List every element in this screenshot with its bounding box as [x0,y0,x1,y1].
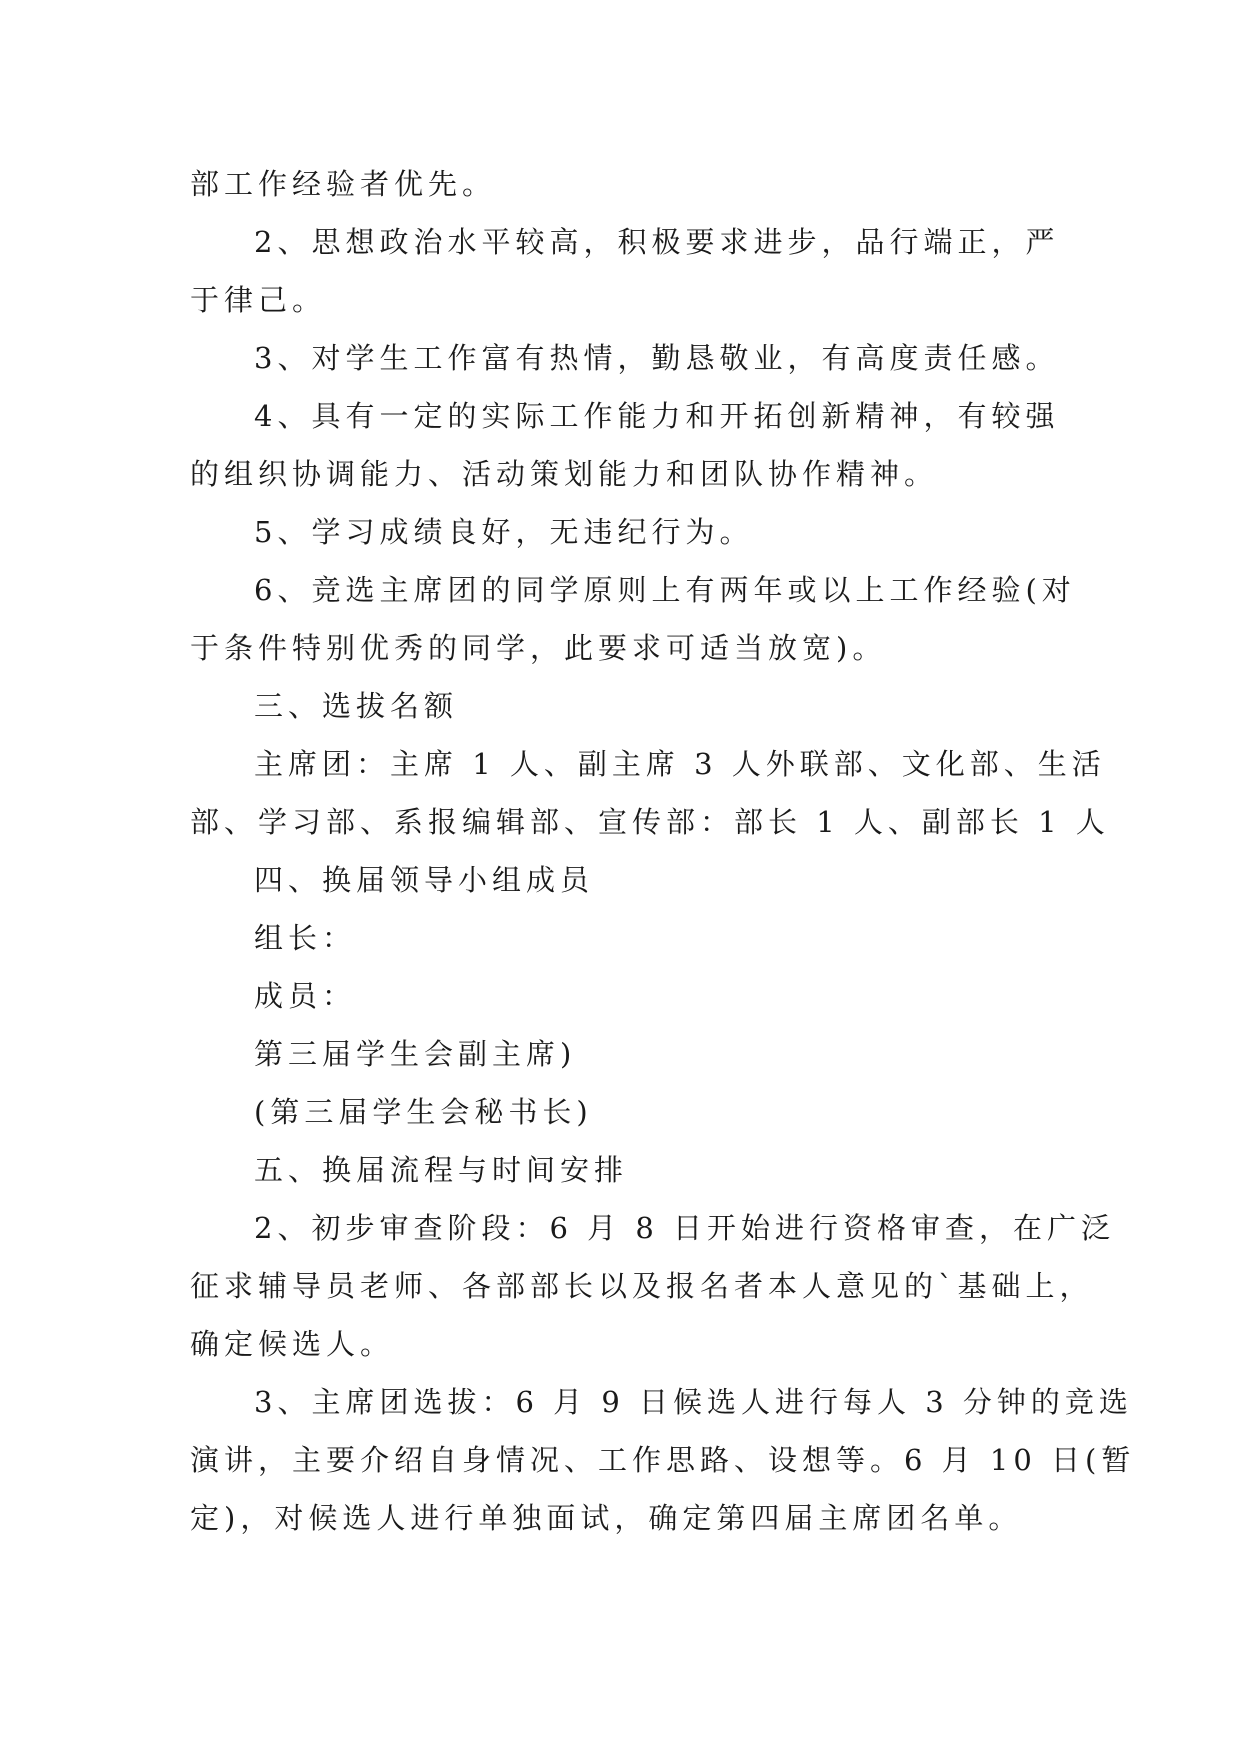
text-line: 成员： [254,979,357,1013]
text-line: 6、竞选主席团的同学原则上有两年或以上工作经验(对 [254,573,1076,607]
text-line: 2、初步审查阶段：6 月 8 日开始进行资格审查，在广泛 [254,1211,1116,1245]
text-line: (第三届学生会秘书长) [254,1095,593,1129]
text-line: 部、学习部、系报编辑部、宣传部：部长 1 人、副部长 1 人 [190,805,1110,839]
text-line: 的组织协调能力、活动策划能力和团队协作精神。 [190,457,939,491]
text-line: 3、主席团选拔：6 月 9 日候选人进行每人 3 分钟的竞选 [254,1385,1133,1419]
text-line: 2、思想政治水平较高，积极要求进步，品行端正，严 [254,225,1060,259]
text-line: 组长： [254,921,357,955]
text-line: 定)，对候选人进行单独面试，确定第四届主席团名单。 [190,1501,1023,1535]
text-line: 演讲，主要介绍自身情况、工作思路、设想等。6 月 10 日(暂 [190,1443,1136,1477]
section-heading: 四、换届领导小组成员 [254,863,595,897]
text-line: 部工作经验者优先。 [190,167,497,201]
text-line: 于条件特别优秀的同学，此要求可适当放宽)。 [190,631,887,665]
text-line: 3、对学生工作富有热情，勤恳敬业，有高度责任感。 [254,341,1060,375]
text-line: 于律己。 [190,283,327,317]
text-line: 征求辅导员老师、各部部长以及报名者本人意见的`基础上， [190,1269,1094,1303]
text-line: 4、具有一定的实际工作能力和开拓创新精神，有较强 [254,399,1060,433]
section-heading: 三、选拔名额 [254,689,459,723]
text-line: 第三届学生会副主席) [254,1037,577,1071]
section-heading: 五、换届流程与时间安排 [254,1153,629,1187]
document-body [190,155,1136,1547]
text-line: 确定候选人。 [190,1327,395,1361]
text-line: 主席团：主席 1 人、副主席 3 人外联部、文化部、生活 [254,747,1106,781]
text-line: 5、学习成绩良好，无违纪行为。 [254,515,754,549]
